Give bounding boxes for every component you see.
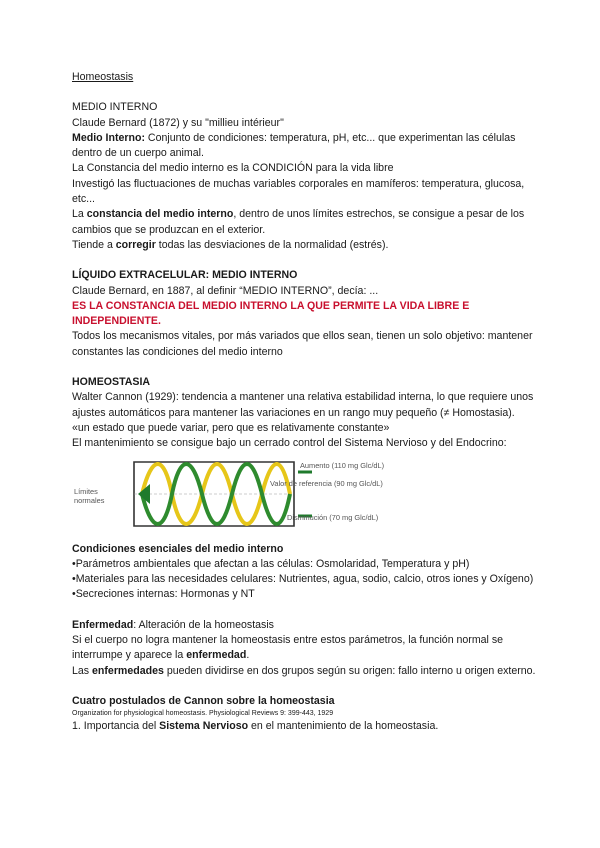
paragraph — [72, 207, 542, 238]
bold-text: enfermedad — [186, 649, 247, 662]
text-run: Las — [72, 664, 93, 677]
bold-text: Enfermedad — [72, 618, 134, 631]
figure-label-reference: Valor de referencia (90 mg Glc/dL) — [270, 478, 383, 488]
list-item: •Materiales para las necesidades celulares: Nutrientes, agua, sodio, calcio, otros iones y Oxígeno) — [72, 573, 534, 586]
paragraph: Walter Cannon (1929): tendencia a mantener una relativa estabilidad interna, lo que requiere unos ajustes automáticos para mantener las variaciones en un rango muy pequeño (≠ Homostasia). — [72, 391, 534, 419]
paragraph: El mantenimiento se consigue bajo un cerrado control del Sistema Nervioso y del Endocrino: — [72, 437, 507, 450]
spacer — [72, 253, 542, 268]
definition-term: Medio Interno: — [72, 131, 145, 144]
text-run: pueden dividirse en dos grupos según su origen: fallo interno u origen externo. — [163, 664, 536, 677]
text-run: todas las desviaciones de la normalidad (estrés). — [155, 238, 389, 251]
figure-label-increase: Aumento (110 mg Glc/dL) — [300, 460, 385, 470]
quote-line: «un estado que puede variar, pero que es relativamente constante» — [72, 421, 390, 434]
section-heading-homeostasia: HOMEOSTASIA — [72, 376, 151, 389]
document-body — [72, 70, 542, 735]
paragraph: La Constancia del medio interno es la CONDICIÓN para la vida libre — [72, 162, 394, 175]
definition-paragraph — [72, 131, 542, 162]
section-heading-medio-interno: MEDIO INTERNO — [72, 101, 158, 114]
highlighted-quote: ES LA CONSTANCIA DEL MEDIO INTERNO LA QUE PERMITE LA VIDA LIBRE E INDEPENDIENTE. — [72, 299, 470, 328]
text-run: La — [72, 208, 87, 221]
spacer — [72, 360, 542, 375]
section-heading-liquido-extracelular: LÍQUIDO EXTRACELULAR: MEDIO INTERNO — [72, 269, 298, 282]
section-heading-condiciones: Condiciones esenciales del medio interno — [72, 542, 284, 555]
text-run: 1. Importancia del — [72, 720, 160, 733]
section-heading-postulados: Cuatro postulados de Cannon sobre la homeostasia — [72, 694, 335, 707]
bold-text: corregir — [115, 238, 156, 251]
definition-text: Conjunto de condiciones: temperatura, pH, etc... que experimentan las células dentro de un cuerpo animal. — [72, 131, 516, 160]
paragraph: Claude Bernard (1872) y su "millieu intérieur" — [72, 116, 284, 129]
paragraph — [72, 664, 542, 679]
text-run: : Alteración de la homeostasis — [133, 618, 274, 631]
text-run: Tiende a — [72, 238, 116, 251]
spacer — [72, 603, 542, 618]
text-run: , dentro de unos límites estrechos, se consigue a pesar de los cambios que se produzcan en el exterior. — [72, 208, 525, 236]
paragraph — [72, 238, 542, 253]
bold-text: Sistema Nervioso — [159, 720, 249, 733]
numbered-item — [72, 719, 542, 734]
spacer — [72, 679, 542, 694]
list-item: •Parámetros ambientales que afectan a las células: Osmolaridad, Temperatura y pH) — [72, 557, 470, 570]
enfermedad-definition — [72, 618, 542, 633]
bold-text: enfermedades — [92, 664, 164, 677]
text-run: . — [246, 649, 250, 662]
text-run: Si el cuerpo no logra mantener la homeostasis entre estos parámetros, la función normal se interrumpe y aparece la — [72, 634, 504, 662]
paragraph: Claude Bernard, en 1887, al definir “MEDIO INTERNO”, decía: ... — [72, 284, 379, 297]
figure-label-limits: Límites normales — [74, 486, 105, 505]
paragraph: Todos los mecanismos vitales, por más variados que ellos sean, tienen un solo objetivo: mantener constantes las condiciones del medio interno — [72, 330, 533, 358]
homeostasis-figure — [72, 454, 542, 536]
text-run: en el mantenimiento de la homeostasia. — [248, 720, 439, 733]
paragraph: Investigó las fluctuaciones de muchas variables corporales en mamíferos: temperatura, glucosa, etc... — [72, 177, 525, 206]
bold-text: constancia del medio interno — [86, 208, 234, 221]
citation: Organization for physiological homeostasis. Physiological Reviews 9: 399-443, 1929 — [72, 710, 334, 718]
paragraph — [72, 633, 542, 664]
list-item: •Secreciones internas: Hormonas y NT — [72, 588, 255, 601]
figure-label-decrease: Disminución (70 mg Glc/dL) — [287, 512, 379, 522]
document-title: Homeostasis — [72, 71, 134, 83]
